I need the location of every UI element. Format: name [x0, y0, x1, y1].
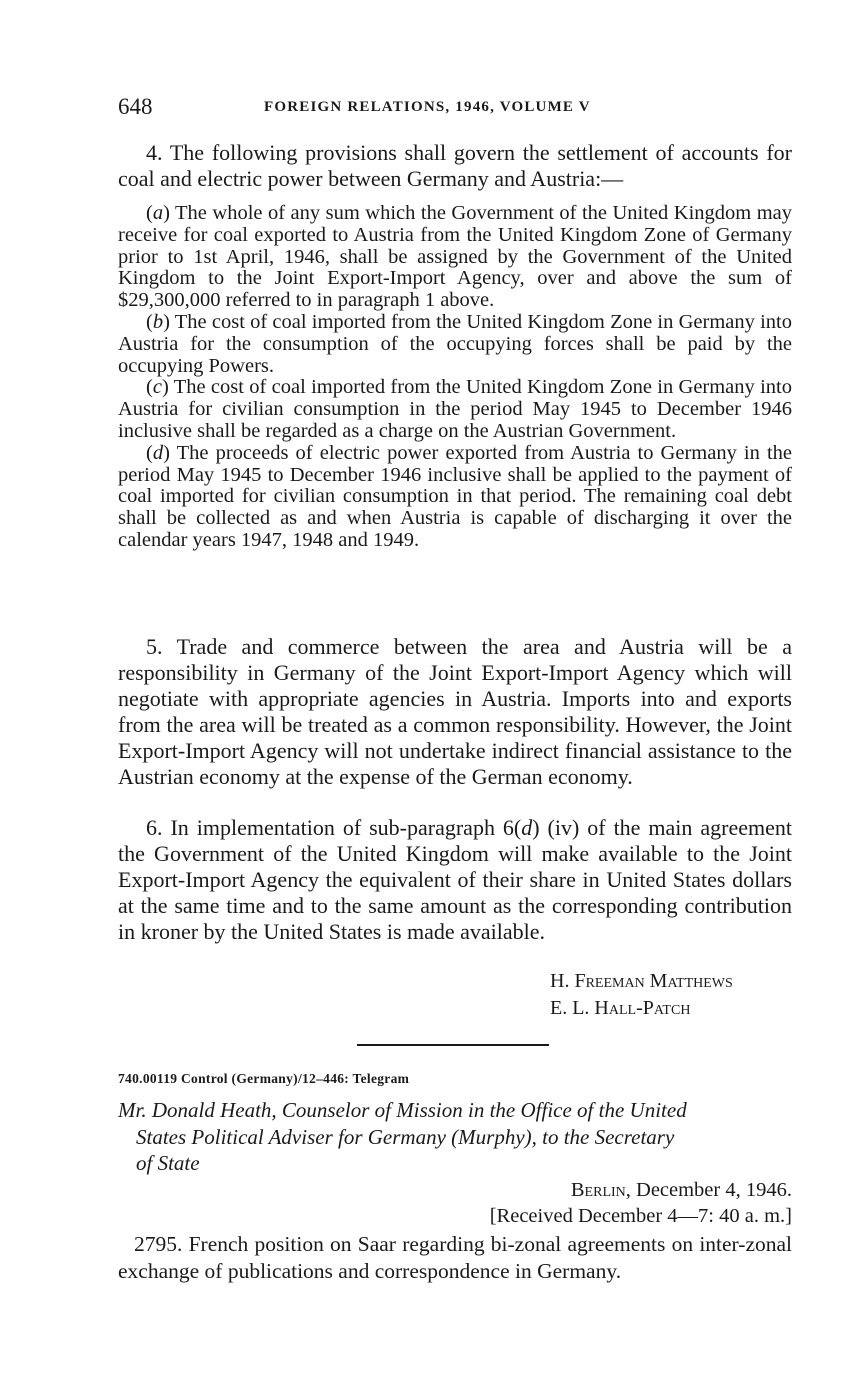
page-header	[118, 94, 792, 122]
paragraph-4-intro: 4. The following provisions shall govern the settlement of accounts for coal and electric power between Germany and Austria:—	[118, 140, 792, 191]
paragraph-5: 5. Trade and commerce between the area and Austria will be a responsibility in Germany of the Joint Export-Import Agency which will negotiate with appropriate agencies in Austria. Imports into and exports from the area will be treated as a common responsibility. However, the Joint Export-Import Agency will not undertake indirect financial assistance to the Austrian economy at the expense of the German economy.	[118, 634, 792, 789]
file-reference: 740.00119 Control (Germany)/12–446: Telegram	[118, 1071, 410, 1086]
item-b-text: The cost of coal imported from the United Kingdom Zone in Germany into Austria for the consumption of the occupying forces shall be paid by the occupying Powers.	[118, 310, 792, 377]
paragraph-6-marker: d	[521, 815, 533, 840]
section-divider	[357, 1044, 549, 1046]
telegram-heading	[118, 1097, 792, 1177]
running-title: FOREIGN RELATIONS, 1946, VOLUME V	[264, 99, 591, 115]
paragraph-6-start: 6. In implementation of sub-paragraph 6(	[146, 815, 522, 840]
page-number: 648	[118, 94, 153, 119]
item-b: (b) The cost of coal imported from the United Kingdom Zone in Germany into Austria for the consumption of the occupying forces shall be paid by the occupying Powers.	[118, 310, 792, 377]
item-d: (d) The proceeds of electric power exported from Austria to Germany in the period May 1945 to December 1946 inclusive shall be applied to the payment of coal imported for civilian consumption in that period. The remaining coal debt shall be collected as and when Austria is capable of discharging it over the calendar years 1947, 1948 and 1949.	[118, 441, 792, 551]
dateline-place: Berlin	[570, 1179, 626, 1201]
dateline	[571, 1179, 792, 1202]
item-c-text: The cost of coal imported from the United Kingdom Zone in Germany into Austria for civilian consumption in the period May 1945 to December 1946 inclusive shall be regarded as a charge on the Austrian Government.	[118, 376, 792, 442]
item-b-marker: b	[152, 310, 164, 333]
heading-line: Mr. Donald Heath, Counselor of Mission in the Office of the United	[118, 1098, 687, 1122]
item-c: (c) The cost of coal imported from the United Kingdom Zone in Germany into Austria for civilian consumption in the period May 1945 to December 1946 inclusive shall be regarded as a charge on the Austrian Government.	[118, 376, 792, 442]
paragraph-6-rest: ) (iv) of the main agreement the Government of the United Kingdom will make available to the Joint Export-Import Agency the equivalent of their share in United States dollars at the same time and to the same amount as the corresponding contribution in kroner by the United States is made available.	[118, 815, 792, 944]
item-a: (a) The whole of any sum which the Government of the United Kingdom may receive for coal exported to Austria from the United Kingdom Zone of Germany prior to 1st April, 1946, shall be assigned by the Government of the United Kingdom to the Joint Export-Import Agency, over and above the sum of $29,300,000 referred to in paragraph 1 above.	[118, 202, 792, 312]
item-a-text: The whole of any sum which the Government of the United Kingdom may receive for coal exported to Austria from the United Kingdom Zone of Germany prior to 1st April, 1946, shall be assigned by the Government of the United Kingdom to the Joint Export-Import Agency, over and above the sum of $29,300,000 referred to in paragraph 1 above.	[118, 202, 792, 312]
heading-line: States Political Adviser for Germany (Murphy), to the Secretary	[136, 1124, 675, 1149]
telegram-text: 2795. French position on Saar regarding bi-zonal agreements on inter-zonal exchange of publications and correspondence in Germany.	[118, 1232, 792, 1283]
paragraph-6	[118, 815, 792, 945]
item-d-text: The proceeds of electric power exported from Austria to Germany in the period May 1945 to December 1946 inclusive shall be applied to the payment of coal imported for civilian consumption in that period. The remaining coal debt shall be collected as and when Austria is capable of discharging it over the calendar years 1947, 1948 and 1949.	[118, 441, 792, 551]
signature-matthews: H. Freeman Matthews	[550, 970, 733, 992]
paragraph-4-items	[118, 203, 792, 552]
received-note: [Received December 4—7: 40 a. m.]	[489, 1205, 792, 1227]
item-d-marker: d	[152, 441, 164, 464]
item-a-marker: a	[152, 202, 164, 224]
signature-hall-patch: E. L. Hall-Patch	[550, 997, 691, 1019]
dateline-date: , December 4, 1946.	[625, 1179, 792, 1201]
heading-line: of State	[136, 1151, 200, 1175]
item-c-marker: c	[152, 376, 162, 399]
